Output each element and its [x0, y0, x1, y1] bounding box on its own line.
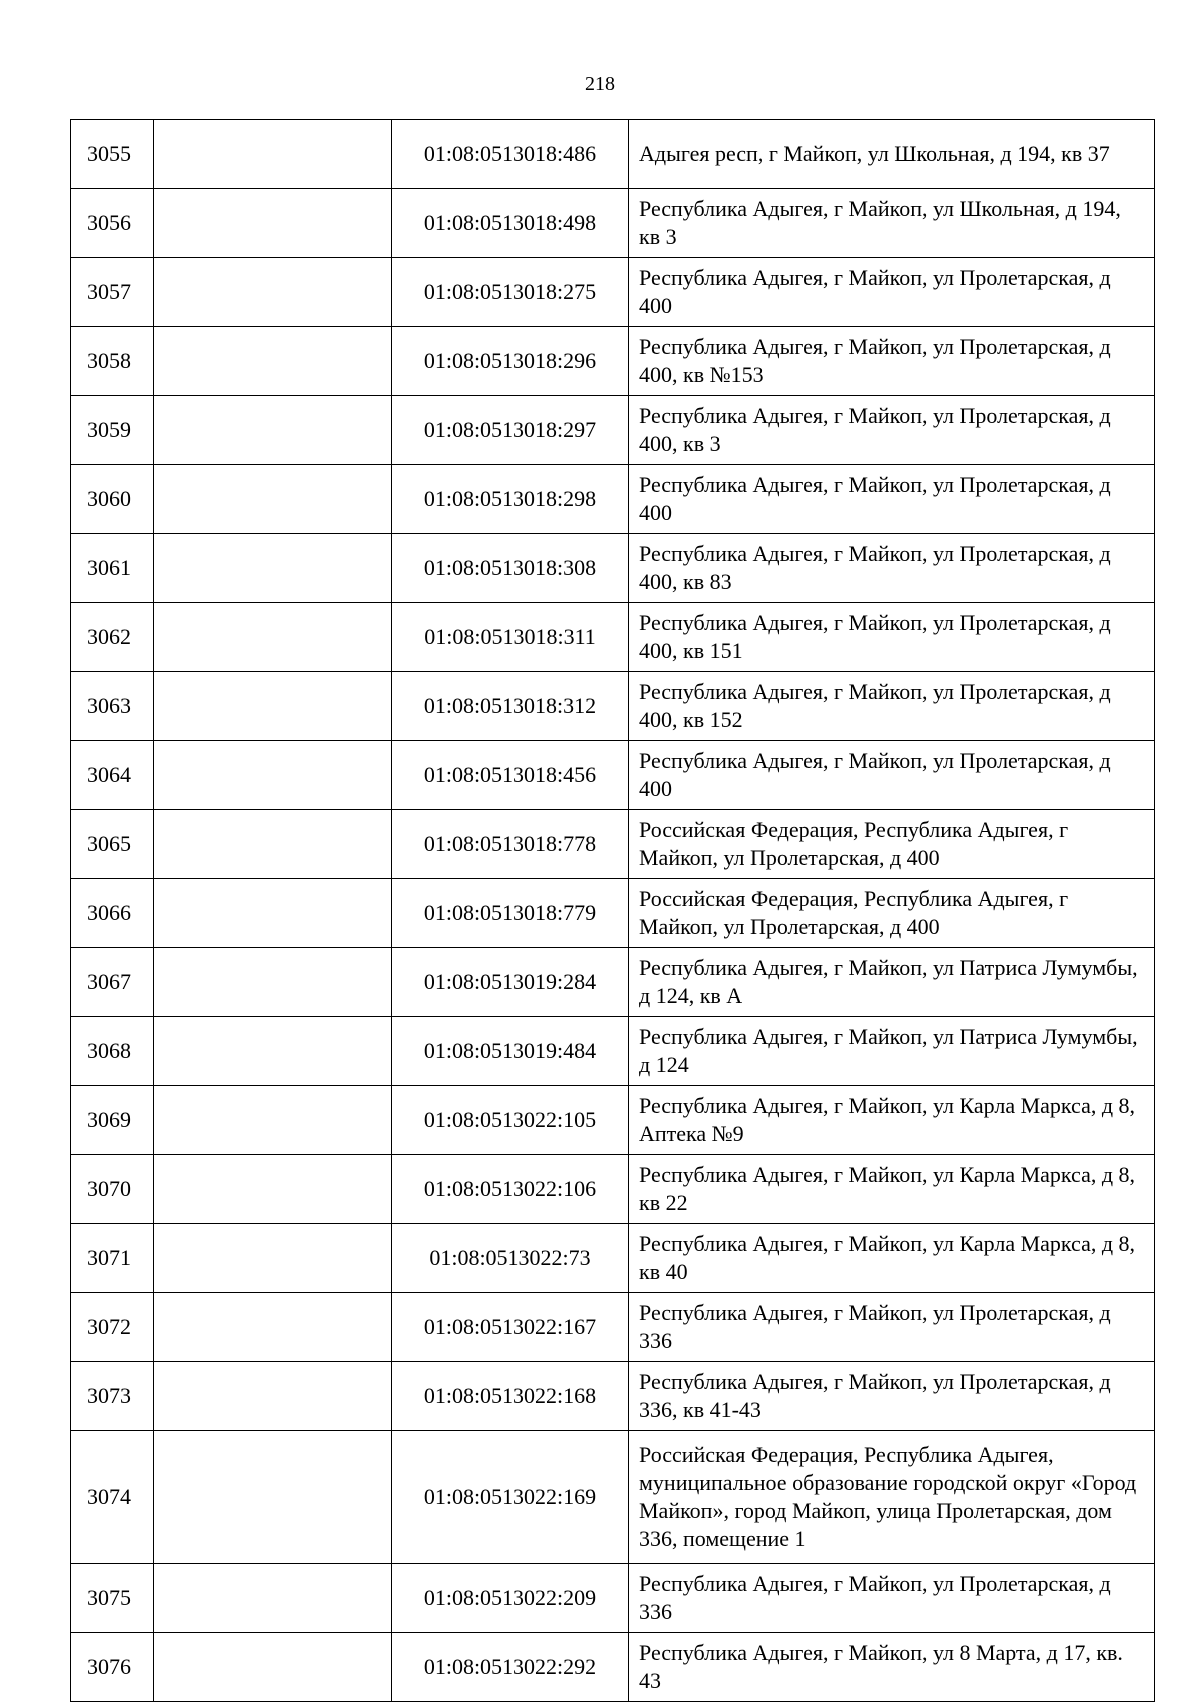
cadastral-number: 01:08:0513018:312 [392, 672, 629, 741]
address: Республика Адыгея, г Майкоп, ул 8 Марта, д 17, кв. 43 [629, 1633, 1155, 1702]
table-row [71, 1086, 1155, 1155]
registry-table-body [71, 120, 1155, 1702]
empty-cell [154, 327, 392, 396]
address: Республика Адыгея, г Майкоп, ул Пролетарская, д 400, кв 83 [629, 534, 1155, 603]
address: Республика Адыгея, г Майкоп, ул Пролетарская, д 336 [629, 1293, 1155, 1362]
address: Республика Адыгея, г Майкоп, ул Карла Маркса, д 8, Аптека №9 [629, 1086, 1155, 1155]
cadastral-number: 01:08:0513018:275 [392, 258, 629, 327]
table-row [71, 396, 1155, 465]
empty-cell [154, 1224, 392, 1293]
row-number: 3068 [71, 1017, 154, 1086]
row-number: 3074 [71, 1431, 154, 1564]
empty-cell [154, 1431, 392, 1564]
row-number: 3075 [71, 1564, 154, 1633]
empty-cell [154, 879, 392, 948]
table-row [71, 948, 1155, 1017]
cadastral-number: 01:08:0513022:169 [392, 1431, 629, 1564]
address: Республика Адыгея, г Майкоп, ул Пролетарская, д 400 [629, 465, 1155, 534]
row-number: 3076 [71, 1633, 154, 1702]
empty-cell [154, 1155, 392, 1224]
table-row [71, 1362, 1155, 1431]
address: Республика Адыгея, г Майкоп, ул Пролетарская, д 336 [629, 1564, 1155, 1633]
table-row [71, 258, 1155, 327]
empty-cell [154, 534, 392, 603]
cadastral-number: 01:08:0513018:297 [392, 396, 629, 465]
empty-cell [154, 1293, 392, 1362]
row-number: 3055 [71, 120, 154, 189]
table-row [71, 741, 1155, 810]
table-row [71, 879, 1155, 948]
address: Российская Федерация, Республика Адыгея, муниципальное образование городской округ «Город Майкоп», город Майкоп, улица Пролетарская, дом 336, помещение 1 [629, 1431, 1155, 1564]
address: Республика Адыгея, г Майкоп, ул Пролетарская, д 400 [629, 741, 1155, 810]
address: Республика Адыгея, г Майкоп, ул Карла Маркса, д 8, кв 22 [629, 1155, 1155, 1224]
cadastral-number: 01:08:0513018:778 [392, 810, 629, 879]
row-number: 3061 [71, 534, 154, 603]
cadastral-number: 01:08:0513022:209 [392, 1564, 629, 1633]
table-row [71, 327, 1155, 396]
address: Республика Адыгея, г Майкоп, ул Карла Маркса, д 8, кв 40 [629, 1224, 1155, 1293]
row-number: 3059 [71, 396, 154, 465]
table-row [71, 603, 1155, 672]
table-row [71, 189, 1155, 258]
cadastral-number: 01:08:0513018:779 [392, 879, 629, 948]
row-number: 3056 [71, 189, 154, 258]
address: Республика Адыгея, г Майкоп, ул Пролетарская, д 400 [629, 258, 1155, 327]
empty-cell [154, 120, 392, 189]
row-number: 3060 [71, 465, 154, 534]
cadastral-number: 01:08:0513018:296 [392, 327, 629, 396]
address: Республика Адыгея, г Майкоп, ул Пролетарская, д 400, кв 151 [629, 603, 1155, 672]
table-row [71, 465, 1155, 534]
row-number: 3072 [71, 1293, 154, 1362]
empty-cell [154, 465, 392, 534]
cadastral-number: 01:08:0513018:486 [392, 120, 629, 189]
cadastral-number: 01:08:0513022:168 [392, 1362, 629, 1431]
address: Российская Федерация, Республика Адыгея, г Майкоп, ул Пролетарская, д 400 [629, 810, 1155, 879]
cadastral-number: 01:08:0513022:106 [392, 1155, 629, 1224]
table-row [71, 1224, 1155, 1293]
row-number: 3063 [71, 672, 154, 741]
empty-cell [154, 810, 392, 879]
table-row [71, 1017, 1155, 1086]
cadastral-number: 01:08:0513018:298 [392, 465, 629, 534]
table-row [71, 1633, 1155, 1702]
row-number: 3071 [71, 1224, 154, 1293]
cadastral-number: 01:08:0513022:292 [392, 1633, 629, 1702]
cadastral-number: 01:08:0513022:105 [392, 1086, 629, 1155]
empty-cell [154, 396, 392, 465]
cadastral-number: 01:08:0513018:308 [392, 534, 629, 603]
empty-cell [154, 1564, 392, 1633]
row-number: 3057 [71, 258, 154, 327]
address: Республика Адыгея, г Майкоп, ул Патриса Лумумбы, д 124, кв А [629, 948, 1155, 1017]
cadastral-number: 01:08:0513018:311 [392, 603, 629, 672]
row-number: 3065 [71, 810, 154, 879]
empty-cell [154, 1086, 392, 1155]
row-number: 3064 [71, 741, 154, 810]
cadastral-number: 01:08:0513019:484 [392, 1017, 629, 1086]
cadastral-number: 01:08:0513022:167 [392, 1293, 629, 1362]
cadastral-number: 01:08:0513018:456 [392, 741, 629, 810]
table-row [71, 810, 1155, 879]
row-number: 3062 [71, 603, 154, 672]
empty-cell [154, 1633, 392, 1702]
registry-table [70, 119, 1155, 1702]
row-number: 3067 [71, 948, 154, 1017]
empty-cell [154, 948, 392, 1017]
row-number: 3073 [71, 1362, 154, 1431]
page-number: 218 [585, 73, 615, 95]
empty-cell [154, 1017, 392, 1086]
empty-cell [154, 258, 392, 327]
empty-cell [154, 603, 392, 672]
cadastral-number: 01:08:0513018:498 [392, 189, 629, 258]
address: Республика Адыгея, г Майкоп, ул Школьная, д 194, кв 3 [629, 189, 1155, 258]
table-row [71, 120, 1155, 189]
address: Республика Адыгея, г Майкоп, ул Пролетарская, д 400, кв 3 [629, 396, 1155, 465]
empty-cell [154, 741, 392, 810]
row-number: 3066 [71, 879, 154, 948]
address: Российская Федерация, Республика Адыгея, г Майкоп, ул Пролетарская, д 400 [629, 879, 1155, 948]
cadastral-number: 01:08:0513019:284 [392, 948, 629, 1017]
empty-cell [154, 189, 392, 258]
table-row [71, 534, 1155, 603]
empty-cell [154, 672, 392, 741]
empty-cell [154, 1362, 392, 1431]
table-row [71, 1293, 1155, 1362]
table-row [71, 672, 1155, 741]
row-number: 3070 [71, 1155, 154, 1224]
address: Республика Адыгея, г Майкоп, ул Пролетарская, д 400, кв 152 [629, 672, 1155, 741]
address: Республика Адыгея, г Майкоп, ул Пролетарская, д 336, кв 41-43 [629, 1362, 1155, 1431]
cadastral-number: 01:08:0513022:73 [392, 1224, 629, 1293]
table-row [71, 1155, 1155, 1224]
address: Республика Адыгея, г Майкоп, ул Патриса Лумумбы, д 124 [629, 1017, 1155, 1086]
row-number: 3069 [71, 1086, 154, 1155]
table-row [71, 1564, 1155, 1633]
row-number: 3058 [71, 327, 154, 396]
address: Адыгея респ, г Майкоп, ул Школьная, д 194, кв 37 [629, 120, 1155, 189]
table-row [71, 1431, 1155, 1564]
address: Республика Адыгея, г Майкоп, ул Пролетарская, д 400, кв №153 [629, 327, 1155, 396]
